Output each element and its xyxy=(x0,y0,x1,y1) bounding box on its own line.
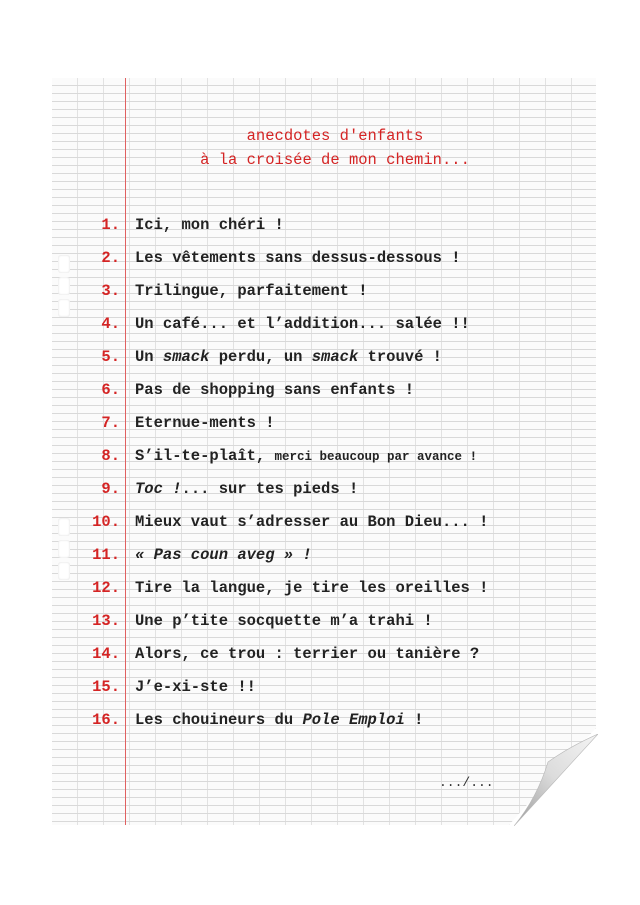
item-text-segment: merci beaucoup par avance ! xyxy=(274,450,478,464)
item-text-segment: J’e-xi-ste !! xyxy=(135,678,256,696)
item-number: 2. xyxy=(101,249,120,267)
item-number: 6. xyxy=(101,381,120,399)
page-title xyxy=(125,124,545,172)
item-text xyxy=(135,705,423,735)
page-curl xyxy=(514,734,598,826)
item-number: 8. xyxy=(101,447,120,465)
item-text xyxy=(135,540,312,570)
item-number: 14. xyxy=(92,645,120,663)
item-text-segment: smack xyxy=(162,348,210,366)
item-text-segment: Pas de shopping sans enfants ! xyxy=(135,381,415,399)
item-text-segment: Un xyxy=(135,348,163,366)
item-number: 7. xyxy=(101,414,120,432)
item-text-segment: Les chouineurs du xyxy=(135,711,303,729)
anecdote-list xyxy=(0,210,640,738)
item-number: 4. xyxy=(101,315,120,333)
item-text xyxy=(135,672,256,702)
item-text-segment: ! xyxy=(404,711,424,729)
item-text xyxy=(135,573,488,603)
item-text-segment: Tire la langue, je tire les oreilles ! xyxy=(135,579,489,597)
item-text-segment: Alors, ce trou : terrier ou tanière ? xyxy=(135,645,480,663)
item-text-segment: trouvé ! xyxy=(358,348,442,366)
item-number: 1. xyxy=(101,216,120,234)
item-number: 11. xyxy=(92,546,120,564)
item-number: 15. xyxy=(92,678,120,696)
item-text-segment: Mieux vaut s’adresser au Bon Dieu... ! xyxy=(135,513,489,531)
list-item xyxy=(0,705,640,738)
item-text xyxy=(135,342,442,372)
item-text-segment: « Pas coun aveg » ! xyxy=(135,546,312,564)
item-text xyxy=(135,408,275,438)
item-text-segment: ... sur tes pieds ! xyxy=(181,480,359,498)
item-text-segment: perdu, un xyxy=(209,348,312,366)
list-item xyxy=(0,210,640,243)
item-text-segment: Ici, mon chéri ! xyxy=(135,216,284,234)
item-number: 10. xyxy=(92,513,120,531)
item-text-segment: Eternue-ments ! xyxy=(135,414,275,432)
list-item xyxy=(0,639,640,672)
item-number: 16. xyxy=(92,711,120,729)
item-text xyxy=(135,309,470,339)
item-text xyxy=(135,210,284,240)
item-text-segment: Toc ! xyxy=(135,480,182,498)
item-text-segment: Un café... et l’addition... salée !! xyxy=(135,315,470,333)
continuation-marker: .../... xyxy=(439,775,494,790)
list-item xyxy=(0,342,640,375)
list-item xyxy=(0,441,640,474)
item-number: 13. xyxy=(92,612,120,630)
item-text xyxy=(135,243,461,273)
item-text xyxy=(135,606,433,636)
item-text xyxy=(135,441,477,472)
item-number: 12. xyxy=(92,579,120,597)
list-item xyxy=(0,672,640,705)
item-text xyxy=(135,507,488,537)
list-item xyxy=(0,243,640,276)
item-text xyxy=(135,375,414,405)
item-text-segment: Pole Emploi xyxy=(302,711,405,729)
list-item xyxy=(0,540,640,573)
item-number: 5. xyxy=(101,348,120,366)
list-item xyxy=(0,408,640,441)
list-item xyxy=(0,375,640,408)
item-number: 9. xyxy=(101,480,120,498)
list-item xyxy=(0,507,640,540)
title-line-2: à la croisée de mon chemin... xyxy=(200,151,470,169)
item-text-segment: smack xyxy=(311,348,359,366)
item-number: 3. xyxy=(101,282,120,300)
list-item xyxy=(0,309,640,342)
item-text-segment: Les vêtements sans dessus-dessous ! xyxy=(135,249,461,267)
item-text-segment: S’il-te-plaît, xyxy=(135,447,275,465)
list-item xyxy=(0,474,640,507)
item-text-segment: Une p’tite socquette m’a trahi ! xyxy=(135,612,433,630)
list-item xyxy=(0,606,640,639)
list-item xyxy=(0,573,640,606)
list-item xyxy=(0,276,640,309)
title-line-1: anecdotes d'enfants xyxy=(246,127,424,145)
item-text xyxy=(135,639,479,669)
item-text xyxy=(135,474,358,504)
item-text xyxy=(135,276,368,306)
item-text-segment: Trilingue, parfaitement ! xyxy=(135,282,368,300)
